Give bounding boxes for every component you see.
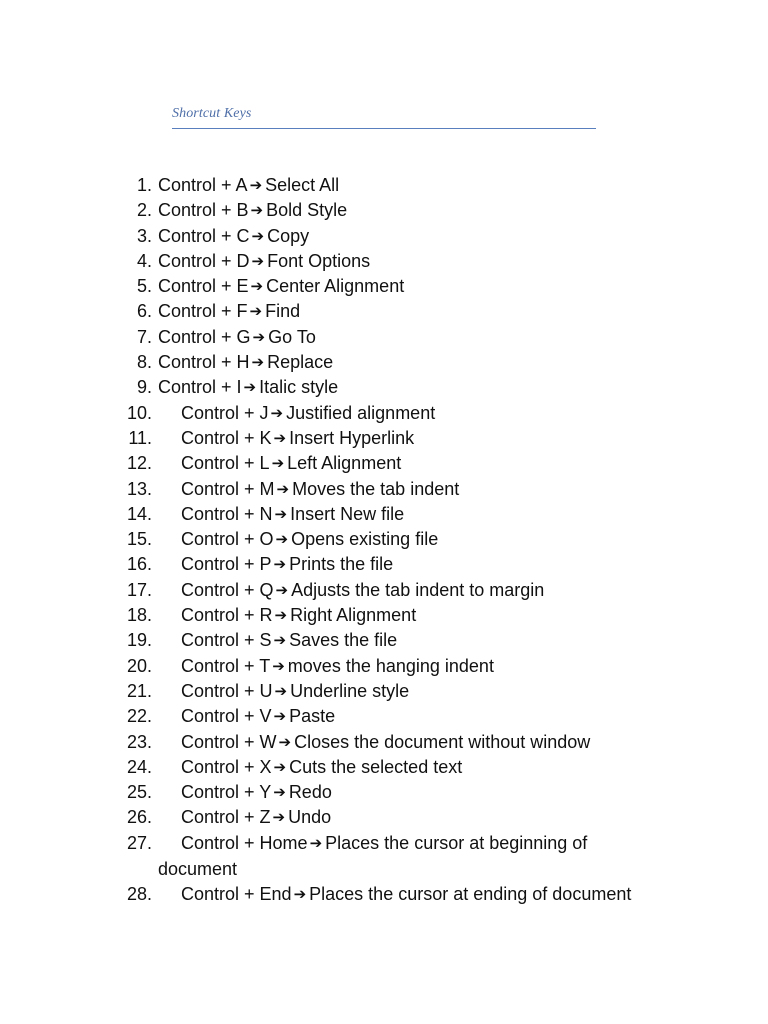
list-item-text xyxy=(181,628,397,654)
arrow-right-icon: ➔ xyxy=(274,504,288,523)
list-item-number: 7. xyxy=(136,326,152,347)
list-item xyxy=(0,679,768,704)
list-item-text xyxy=(158,249,370,275)
list-item xyxy=(0,502,768,527)
shortcut-action: Left Alignment xyxy=(287,453,402,474)
shortcut-combo: Control + W xyxy=(181,731,277,752)
shortcut-combo: Control + G xyxy=(158,326,251,347)
shortcut-action: Cuts the selected text xyxy=(289,756,463,777)
list-item xyxy=(0,654,768,679)
list-item-text xyxy=(181,401,435,427)
list-item xyxy=(0,350,768,375)
shortcut-combo: Control + C xyxy=(158,225,250,246)
list-item-number: 18. xyxy=(126,605,152,626)
shortcut-combo: Control + T xyxy=(181,655,271,676)
arrow-right-icon: ➔ xyxy=(250,201,264,220)
list-item xyxy=(0,805,768,830)
list-item-number: 2. xyxy=(136,200,152,221)
list-item-number: 16. xyxy=(126,554,152,575)
shortcut-action: Font Options xyxy=(267,250,371,271)
list-item-text xyxy=(181,477,459,503)
list-item xyxy=(0,882,768,907)
list-item-number: 23. xyxy=(126,731,152,752)
list-item-number: 8. xyxy=(136,352,152,373)
shortcut-combo: Control + U xyxy=(181,680,273,701)
list-item-text xyxy=(181,679,409,705)
list-item-number: 22. xyxy=(126,706,152,727)
arrow-right-icon: ➔ xyxy=(272,808,286,827)
arrow-right-icon: ➔ xyxy=(251,226,265,245)
shortcut-action: Copy xyxy=(267,225,310,246)
list-item-number: 14. xyxy=(126,503,152,524)
list-item-text xyxy=(181,780,332,806)
shortcut-combo: Control + End xyxy=(181,884,292,905)
list-item xyxy=(0,325,768,350)
heading-underline xyxy=(172,128,596,129)
list-item xyxy=(0,603,768,628)
list-item-text xyxy=(181,882,631,908)
arrow-right-icon: ➔ xyxy=(275,530,289,549)
arrow-right-icon: ➔ xyxy=(250,277,264,296)
shortcut-action: Prints the file xyxy=(289,554,394,575)
shortcut-combo: Control + H xyxy=(158,352,250,373)
shortcut-combo: Control + Y xyxy=(181,782,272,803)
shortcut-combo: Control + J xyxy=(181,402,269,423)
list-item-text xyxy=(158,173,339,199)
list-item-text xyxy=(158,375,338,401)
list-item-number: 19. xyxy=(126,630,152,651)
list-item-number: 3. xyxy=(136,225,152,246)
arrow-right-icon: ➔ xyxy=(273,757,287,776)
list-item-text xyxy=(181,654,494,680)
shortcut-combo: Control + L xyxy=(181,453,270,474)
shortcut-action: Right Alignment xyxy=(290,605,417,626)
shortcut-action: Select All xyxy=(265,175,340,195)
list-item-text xyxy=(158,274,404,300)
arrow-right-icon: ➔ xyxy=(251,251,265,270)
shortcut-combo: Control + K xyxy=(181,427,272,448)
list-item-text xyxy=(181,527,438,553)
list-item xyxy=(0,451,768,476)
list-item-number: 12. xyxy=(126,453,152,474)
list-item-text xyxy=(181,552,393,578)
shortcut-combo: Control + X xyxy=(181,756,272,777)
list-item xyxy=(0,224,768,249)
list-item-text xyxy=(181,603,416,629)
list-item-text xyxy=(181,730,590,756)
list-item-text xyxy=(0,831,611,883)
list-item xyxy=(0,628,768,653)
list-item xyxy=(0,730,768,755)
shortcut-action: Italic style xyxy=(259,377,339,398)
list-item xyxy=(0,755,768,780)
list-item-number: 15. xyxy=(126,529,152,550)
list-item-number: 20. xyxy=(126,655,152,676)
list-item-number: 10. xyxy=(126,402,152,423)
shortcut-action: Insert New file xyxy=(290,503,405,524)
list-item-text xyxy=(181,578,544,604)
list-item xyxy=(0,831,768,883)
arrow-right-icon: ➔ xyxy=(273,783,286,802)
shortcut-combo: Control + V xyxy=(181,706,272,727)
arrow-right-icon: ➔ xyxy=(243,378,257,397)
list-item-text xyxy=(181,704,335,730)
list-item-text xyxy=(181,755,462,781)
list-item-text xyxy=(158,350,333,376)
list-item-text xyxy=(158,299,300,325)
list-item xyxy=(0,274,768,299)
shortcut-action: Underline style xyxy=(290,680,410,701)
list-item xyxy=(0,401,768,426)
shortcut-combo: Control + B xyxy=(158,200,249,221)
shortcut-action-continued: document xyxy=(158,859,238,880)
arrow-right-icon: ➔ xyxy=(249,302,263,321)
shortcut-combo: Control + P xyxy=(181,554,272,575)
arrow-right-icon: ➔ xyxy=(274,606,288,625)
list-item-text xyxy=(158,198,347,224)
list-item-number: 17. xyxy=(126,579,152,600)
list-item-number: 1. xyxy=(136,175,152,195)
shortcut-action: Closes the document without window xyxy=(294,731,591,752)
shortcut-action: Undo xyxy=(288,807,332,828)
shortcut-action: Places the cursor at beginning of xyxy=(325,832,588,853)
arrow-right-icon: ➔ xyxy=(278,732,292,751)
list-item-number: 26. xyxy=(126,807,152,828)
list-item-number: 9. xyxy=(136,377,152,398)
shortcut-combo: Control + E xyxy=(158,276,249,297)
list-item-number: 4. xyxy=(136,250,152,271)
list-item-number: 5. xyxy=(136,276,152,297)
list-item-number: 6. xyxy=(136,301,152,322)
shortcut-action: Adjusts the tab indent to margin xyxy=(291,579,545,600)
list-item xyxy=(0,477,768,502)
shortcut-action: Paste xyxy=(289,706,336,727)
list-item-number: 11. xyxy=(128,427,152,448)
arrow-right-icon: ➔ xyxy=(293,885,307,904)
list-item xyxy=(0,375,768,400)
arrow-right-icon: ➔ xyxy=(271,454,285,473)
arrow-right-icon: ➔ xyxy=(270,403,284,422)
list-item-text xyxy=(181,426,414,452)
list-item xyxy=(0,780,768,805)
arrow-right-icon: ➔ xyxy=(251,353,265,372)
shortcut-action: Justified alignment xyxy=(286,402,436,423)
list-item xyxy=(0,299,768,324)
list-item xyxy=(0,426,768,451)
list-item-number: 28. xyxy=(126,884,152,905)
list-item-number: 21. xyxy=(126,680,152,701)
shortcut-combo: Control + F xyxy=(158,301,248,322)
arrow-right-icon: ➔ xyxy=(275,580,289,599)
shortcut-combo: Control + M xyxy=(181,478,275,499)
shortcut-action: Opens existing file xyxy=(291,529,439,550)
arrow-right-icon: ➔ xyxy=(272,656,285,675)
list-item xyxy=(0,173,768,198)
shortcut-action: Go To xyxy=(268,326,316,347)
shortcut-action: Center Alignment xyxy=(266,276,405,297)
shortcut-combo: Control + S xyxy=(181,630,272,651)
arrow-right-icon: ➔ xyxy=(249,176,263,194)
list-item xyxy=(0,527,768,552)
shortcut-action: moves the hanging indent xyxy=(287,655,494,676)
shortcut-action: Places the cursor at ending of document xyxy=(309,884,632,905)
list-item xyxy=(0,704,768,729)
shortcut-combo: Control + N xyxy=(181,503,273,524)
shortcut-action: Moves the tab indent xyxy=(292,478,460,499)
arrow-right-icon: ➔ xyxy=(252,327,266,346)
list-item-text xyxy=(181,451,401,477)
shortcut-combo: Control + R xyxy=(181,605,273,626)
shortcut-combo: Control + I xyxy=(158,377,242,398)
list-item xyxy=(0,249,768,274)
arrow-right-icon: ➔ xyxy=(276,479,290,498)
shortcut-action: Saves the file xyxy=(289,630,398,651)
shortcut-action: Redo xyxy=(288,782,332,803)
list-item-number: 25. xyxy=(126,782,152,803)
shortcut-action: Find xyxy=(265,301,301,322)
list-item xyxy=(0,198,768,223)
shortcut-action: Replace xyxy=(267,352,334,373)
document-heading: Shortcut Keys xyxy=(172,106,252,121)
arrow-right-icon: ➔ xyxy=(273,631,287,650)
shortcut-list xyxy=(0,173,768,908)
list-item-text xyxy=(181,502,404,528)
arrow-right-icon: ➔ xyxy=(309,833,323,852)
shortcut-combo: Control + D xyxy=(158,250,250,271)
shortcut-combo: Control + A xyxy=(158,175,248,195)
list-item-text xyxy=(158,325,316,351)
shortcut-combo: Control + Z xyxy=(181,807,271,828)
shortcut-action: Bold Style xyxy=(266,200,348,221)
list-item-text xyxy=(158,224,309,250)
shortcut-combo: Control + O xyxy=(181,529,274,550)
shortcut-combo: Control + Home xyxy=(181,832,308,853)
list-item xyxy=(0,578,768,603)
list-item xyxy=(0,552,768,577)
arrow-right-icon: ➔ xyxy=(273,555,287,574)
shortcut-action: Insert Hyperlink xyxy=(289,427,415,448)
shortcut-combo: Control + Q xyxy=(181,579,274,600)
list-item-number: 24. xyxy=(126,756,152,777)
list-item-number: 27. xyxy=(126,832,152,853)
list-item-number: 13. xyxy=(126,478,152,499)
arrow-right-icon: ➔ xyxy=(273,707,287,726)
arrow-right-icon: ➔ xyxy=(274,681,288,700)
list-item-text xyxy=(181,805,331,831)
arrow-right-icon: ➔ xyxy=(273,428,287,447)
